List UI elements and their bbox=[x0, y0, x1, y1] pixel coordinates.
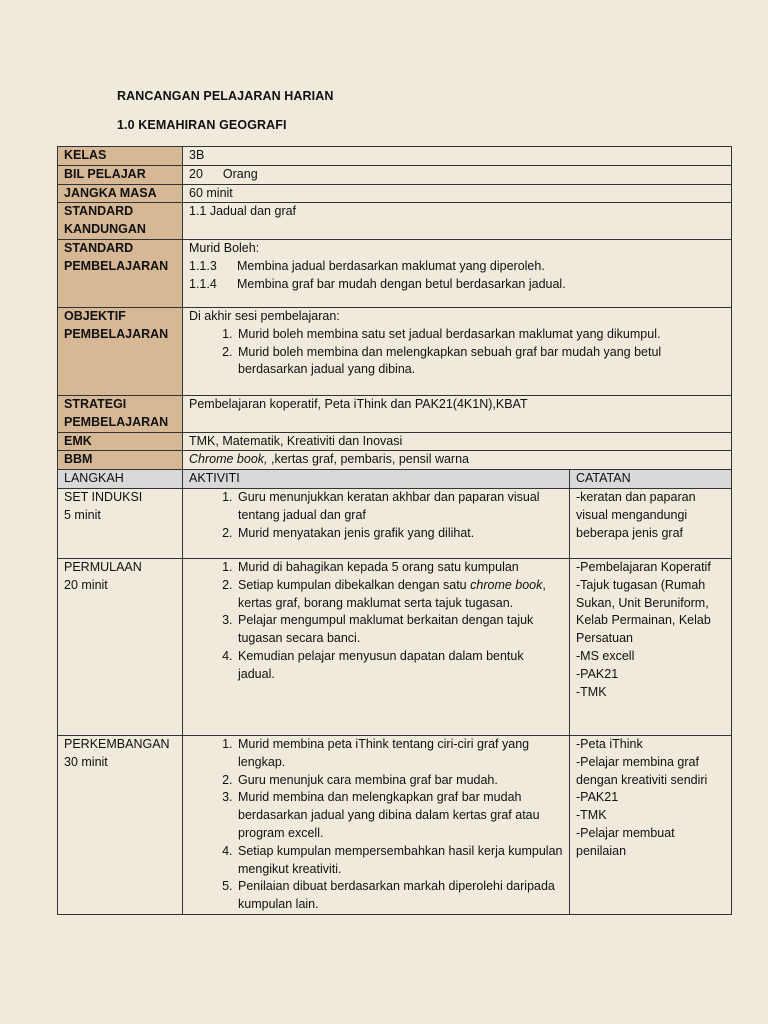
row-bil-pelajar bbox=[58, 165, 732, 184]
row-strategi bbox=[58, 395, 732, 432]
label-standard-pembelajaran bbox=[58, 239, 183, 307]
row-perkembangan bbox=[58, 735, 732, 914]
label-standard-kandungan bbox=[58, 203, 183, 240]
row-emk bbox=[58, 432, 732, 451]
aktiviti-item: 1. Murid di bahagikan kepada 5 orang satu kumpulan bbox=[236, 559, 563, 577]
obj-item: 1. Murid boleh membina satu set jadual berdasarkan maklumat yang dikumpul. bbox=[236, 326, 725, 344]
value-bbm bbox=[183, 451, 732, 470]
step-perkembangan bbox=[58, 735, 183, 914]
aktiviti-permulaan bbox=[183, 558, 570, 735]
catatan-perkembangan bbox=[570, 735, 732, 914]
catatan-line: -MS excell bbox=[576, 648, 635, 663]
step-permulaan bbox=[58, 558, 183, 735]
step-time: 20 minit bbox=[64, 577, 108, 592]
label-line: PEMBELAJARAN bbox=[64, 326, 169, 341]
step-time: 30 minit bbox=[64, 754, 108, 769]
aktiviti-perkembangan bbox=[183, 735, 570, 914]
label-line: STRATEGI bbox=[64, 396, 127, 411]
value-kelas: 3B bbox=[183, 147, 732, 166]
sp-item bbox=[189, 258, 725, 276]
aktiviti-item bbox=[236, 577, 563, 613]
header-catatan: CATATAN bbox=[570, 470, 732, 489]
item-text: Setiap kumpulan dibekalkan dengan satu bbox=[238, 577, 471, 592]
aktiviti-item: 4. Kemudian pelajar menyusun dapatan dalam bentuk jadual. bbox=[236, 648, 563, 684]
aktiviti-list bbox=[189, 559, 563, 684]
bil-unit: Orang bbox=[222, 166, 258, 181]
header-aktiviti: AKTIVITI bbox=[183, 470, 570, 489]
aktiviti-item: 3. Pelajar mengumpul maklumat berkaitan dengan tajuk tugasan secara banci. bbox=[236, 612, 563, 648]
value-jangka-masa: 60 minit bbox=[183, 184, 732, 203]
step-name: PERMULAAN bbox=[64, 559, 142, 574]
row-objektif bbox=[58, 307, 732, 395]
item-text-italic: chrome book bbox=[470, 577, 543, 592]
obj-item: 2. Murid boleh membina dan melengkapkan sebuah graf bar mudah yang betul berdasarkan jadual yang dibina. bbox=[236, 344, 725, 380]
catatan-permulaan bbox=[570, 558, 732, 735]
row-standard-kandungan bbox=[58, 203, 732, 240]
catatan-line: -TMK bbox=[576, 808, 607, 823]
obj-intro: Di akhir sesi pembelajaran: bbox=[189, 308, 340, 323]
aktiviti-item: 1. Guru menunjukkan keratan akhbar dan paparan visual tentang jadual dan graf bbox=[236, 489, 563, 525]
aktiviti-item: 3. Murid membina dan melengkapkan graf bar mudah berdasarkan jadual yang dibina dalam kertas graf atau program excell. bbox=[236, 789, 563, 842]
label-bbm: BBM bbox=[58, 451, 183, 470]
row-standard-pembelajaran bbox=[58, 239, 732, 307]
label-line: PEMBELAJARAN bbox=[64, 414, 169, 429]
catatan-line: -Pelajar membina graf dengan kreativiti sendiri bbox=[576, 754, 708, 787]
item-text: , kertas graf, borang maklumat serta tajuk tugasan. bbox=[238, 577, 546, 610]
aktiviti-item: 4. Setiap kumpulan mempersembahkan hasil kerja kumpulan mengikut kreativiti. bbox=[236, 843, 563, 879]
label-kelas: KELAS bbox=[58, 147, 183, 166]
row-bbm bbox=[58, 451, 732, 470]
aktiviti-item: 2. Murid menyatakan jenis grafik yang dilihat. bbox=[236, 525, 563, 543]
aktiviti-list bbox=[189, 736, 563, 914]
label-objektif bbox=[58, 307, 183, 395]
bbm-rest: ,kertas graf, pembaris, pensil warna bbox=[267, 452, 469, 467]
sp-text: Membina graf bar mudah dengan betul berdasarkan jadual. bbox=[237, 276, 566, 291]
label-bil-pelajar: BIL PELAJAR bbox=[58, 165, 183, 184]
value-standard-kandungan: 1.1 Jadual dan graf bbox=[183, 203, 732, 240]
aktiviti-set-induksi bbox=[183, 488, 570, 558]
value-bil-pelajar bbox=[183, 165, 732, 184]
label-line: PEMBELAJARAN bbox=[64, 258, 169, 273]
catatan-line: -Peta iThink bbox=[576, 736, 643, 751]
row-permulaan bbox=[58, 558, 732, 735]
step-name: PERKEMBANGAN bbox=[64, 736, 170, 751]
lesson-plan-table bbox=[57, 146, 732, 915]
catatan-line: -PAK21 bbox=[576, 666, 619, 681]
sp-code: 1.1.4 bbox=[189, 276, 217, 291]
catatan-line: -PAK21 bbox=[576, 790, 619, 805]
aktiviti-item: 1. Murid membina peta iThink tentang ciri-ciri graf yang lengkap. bbox=[236, 736, 563, 772]
catatan-line: -Pelajar membuat penilaian bbox=[576, 825, 675, 858]
catatan-line: -Tajuk tugasan (Rumah Sukan, Unit Beruniform, Kelab Permainan, Kelab Persatuan bbox=[576, 577, 711, 646]
header-langkah: LANGKAH bbox=[58, 470, 183, 489]
value-emk: TMK, Matematik, Kreativiti dan Inovasi bbox=[183, 432, 732, 451]
sp-code: 1.1.3 bbox=[189, 258, 217, 273]
step-set-induksi bbox=[58, 488, 183, 558]
label-line: OBJEKTIF bbox=[64, 308, 126, 323]
value-standard-pembelajaran bbox=[183, 239, 732, 307]
row-steps-header bbox=[58, 470, 732, 489]
catatan-set-induksi: -keratan dan paparan visual mengandungi beberapa jenis graf bbox=[570, 488, 732, 558]
sp-item bbox=[189, 276, 725, 294]
catatan-line: -TMK bbox=[576, 684, 607, 699]
aktiviti-item: 2. Guru menunjuk cara membina graf bar mudah. bbox=[236, 772, 563, 790]
label-line: STANDARD bbox=[64, 240, 134, 255]
sp-text: Membina jadual berdasarkan maklumat yang diperoleh. bbox=[237, 258, 545, 273]
aktiviti-item: 5. Penilaian dibuat berdasarkan markah diperolehi daripada kumpulan lain. bbox=[236, 878, 563, 914]
label-strategi bbox=[58, 395, 183, 432]
obj-list bbox=[189, 326, 725, 379]
bil-number: 20 bbox=[189, 166, 203, 181]
label-line: KANDUNGAN bbox=[64, 222, 146, 237]
label-line: STANDARD bbox=[64, 204, 134, 219]
aktiviti-list bbox=[189, 489, 563, 542]
step-name: SET INDUKSI bbox=[64, 489, 143, 504]
sp-intro: Murid Boleh: bbox=[189, 240, 260, 255]
value-strategi: Pembelajaran koperatif, Peta iThink dan PAK21(4K1N),KBAT bbox=[183, 395, 732, 432]
bbm-italic: Chrome book, bbox=[189, 452, 268, 467]
row-set-induksi bbox=[58, 488, 732, 558]
catatan-line: -Pembelajaran Koperatif bbox=[576, 559, 711, 574]
row-jangka-masa bbox=[58, 184, 732, 203]
value-objektif bbox=[183, 307, 732, 395]
step-time: 5 minit bbox=[64, 507, 101, 522]
document-subtitle: 1.0 KEMAHIRAN GEOGRAFI bbox=[117, 118, 287, 132]
label-emk: EMK bbox=[58, 432, 183, 451]
document-title: RANCANGAN PELAJARAN HARIAN bbox=[117, 89, 334, 103]
label-jangka-masa: JANGKA MASA bbox=[58, 184, 183, 203]
row-kelas bbox=[58, 147, 732, 166]
